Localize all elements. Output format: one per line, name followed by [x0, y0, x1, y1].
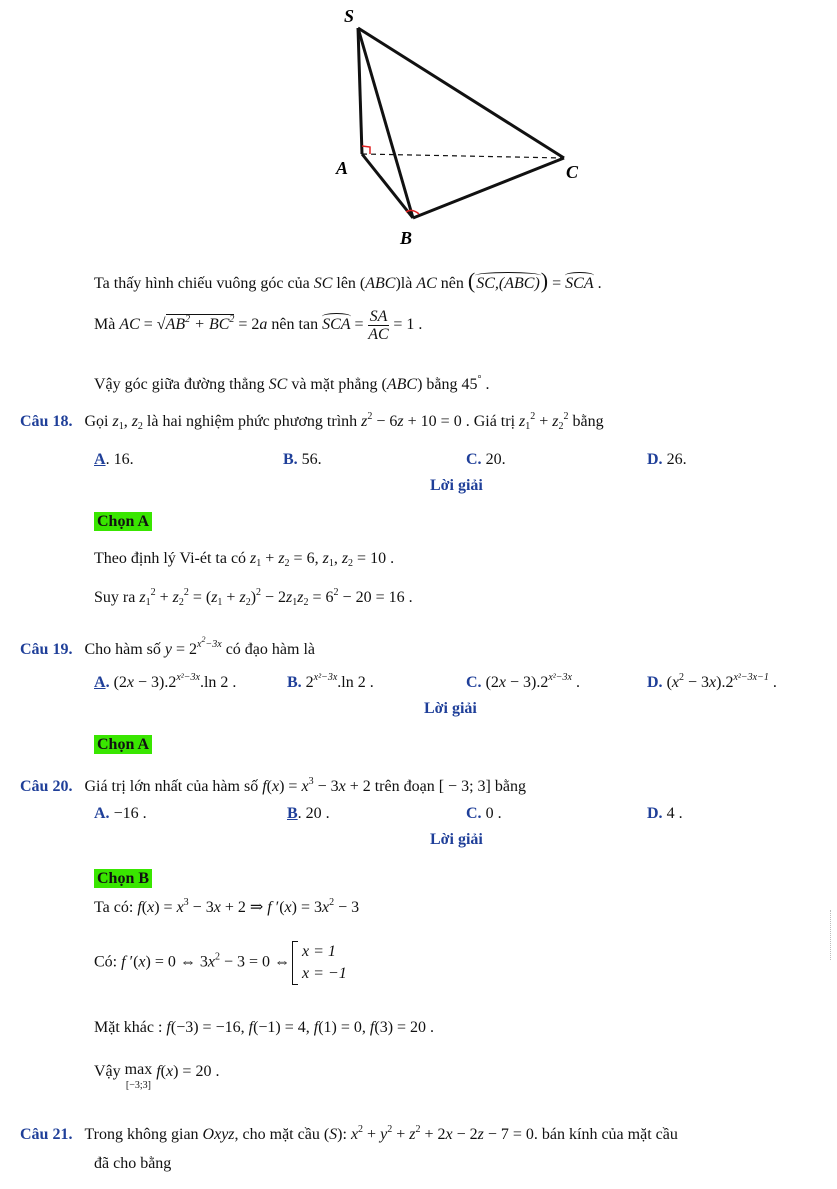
q19-option-d[interactable]: D. $(x^2 - 3x).2^{x^2-3x-1}$ .	[647, 672, 777, 691]
intro-line-2: Mà AC = $√AB^2 + BC^2 = 2a$ nên tan SCA = $\frac{SA}{AC}$ = 1 .	[94, 308, 423, 343]
q19-solution-heading: Lời giải	[424, 700, 477, 717]
question-20: Câu 20. Giá trị lớn nhất của hàm số $f(x) = x^3 - 3x + 2$ trên đoạn [ − 3; 3] bằng	[20, 776, 526, 795]
question-number: Câu 21.	[20, 1126, 73, 1143]
question-number: Câu 20.	[20, 778, 73, 795]
question-number: Câu 19.	[20, 641, 73, 658]
q20-answer-badge: Chọn B	[94, 869, 152, 888]
intro-line-3: Vậy góc giữa đường thẳng SC và mặt phẳng (ABC) bằng 45° .	[94, 374, 490, 393]
q20-option-d[interactable]: D. 4 .	[647, 805, 683, 822]
q18-solution-heading: Lời giải	[430, 477, 483, 494]
q20-step-2: Có: f ′(x) = 0 ⇔ $3x^2 - 3 = 0$ ⇔ x = 1 x = −1	[94, 941, 347, 985]
q20-step-4: Vậy max [−3;3] f(x) = 20 .	[94, 1061, 220, 1091]
label-C: C	[566, 162, 579, 182]
q19-option-a[interactable]: A. $(2x - 3).2^{x^2-3x}.\ln$ 2 .	[94, 672, 237, 691]
question-21-cont: đã cho bằng	[94, 1155, 172, 1172]
q18-step-1: Theo định lý Vi-ét ta có $z_1 + z_2 = 6$, $z_1$, $z_2 = 10$ .	[94, 550, 395, 569]
pyramid-figure	[320, 0, 610, 250]
q20-option-b[interactable]: B. 20 .	[287, 805, 330, 822]
q18-option-c[interactable]: C. 20.	[466, 451, 506, 468]
q18-option-a[interactable]: A. 16.	[94, 451, 134, 468]
q20-step-3: Mặt khác : f(−3) = −16, f(−1) = 4, f(1) = 0, f(3) = 20 .	[94, 1019, 435, 1036]
intro-line-1: Ta thấy hình chiếu vuông góc của SC lên (ABC)là AC nên (SC,(ABC)) = SCA .	[94, 268, 602, 293]
label-B: B	[400, 228, 413, 248]
q20-option-c[interactable]: C. 0 .	[466, 805, 502, 822]
q19-answer-badge: Chọn A	[94, 735, 152, 754]
label-A: A	[336, 158, 349, 178]
q19-option-b[interactable]: B. $2^{x^2-3x}.\ln$ 2 .	[287, 672, 374, 691]
label-S: S	[344, 6, 355, 26]
q18-option-d[interactable]: D. 26.	[647, 451, 687, 468]
margin-dots	[830, 910, 833, 960]
question-18: Câu 18. Gọi $z_1$, $z_2$ là hai nghiệm phức phương trình $z^2 - 6z + 10 = 0$ . Giá trị $z_1^2 + z_2^2$ bằng	[20, 411, 604, 432]
q20-step-1: Ta có: $f(x) = x^3 - 3x + 2$ ⇒ f $'(x) = 3x^2 - 3$	[94, 897, 360, 916]
question-21: Câu 21. Trong không gian Oxyz, cho mặt cầu (S): $x^2 + y^2 + z^2 + 2x - 2z - 7 = 0$. bán kính của mặt cầu	[20, 1124, 678, 1143]
question-number: Câu 18.	[20, 413, 73, 430]
q20-solution-heading: Lời giải	[430, 831, 483, 848]
q18-step-2: Suy ra $z_1^2 + z_2^2 = (z_1 + z_2)^2 - 2z_1z_2 = 6^2 - 20 = 16$ .	[94, 587, 413, 608]
question-19: Câu 19. Cho hàm số $y = 2^{x^2-3x}$ có đạo hàm là	[20, 635, 315, 658]
q19-option-c[interactable]: C. $(2x - 3).2^{x^2-3x}$ .	[466, 672, 580, 691]
q18-option-b[interactable]: B. 56.	[283, 451, 322, 468]
q18-answer-badge: Chọn A	[94, 512, 152, 531]
q20-option-a[interactable]: A. −16 .	[94, 805, 147, 822]
